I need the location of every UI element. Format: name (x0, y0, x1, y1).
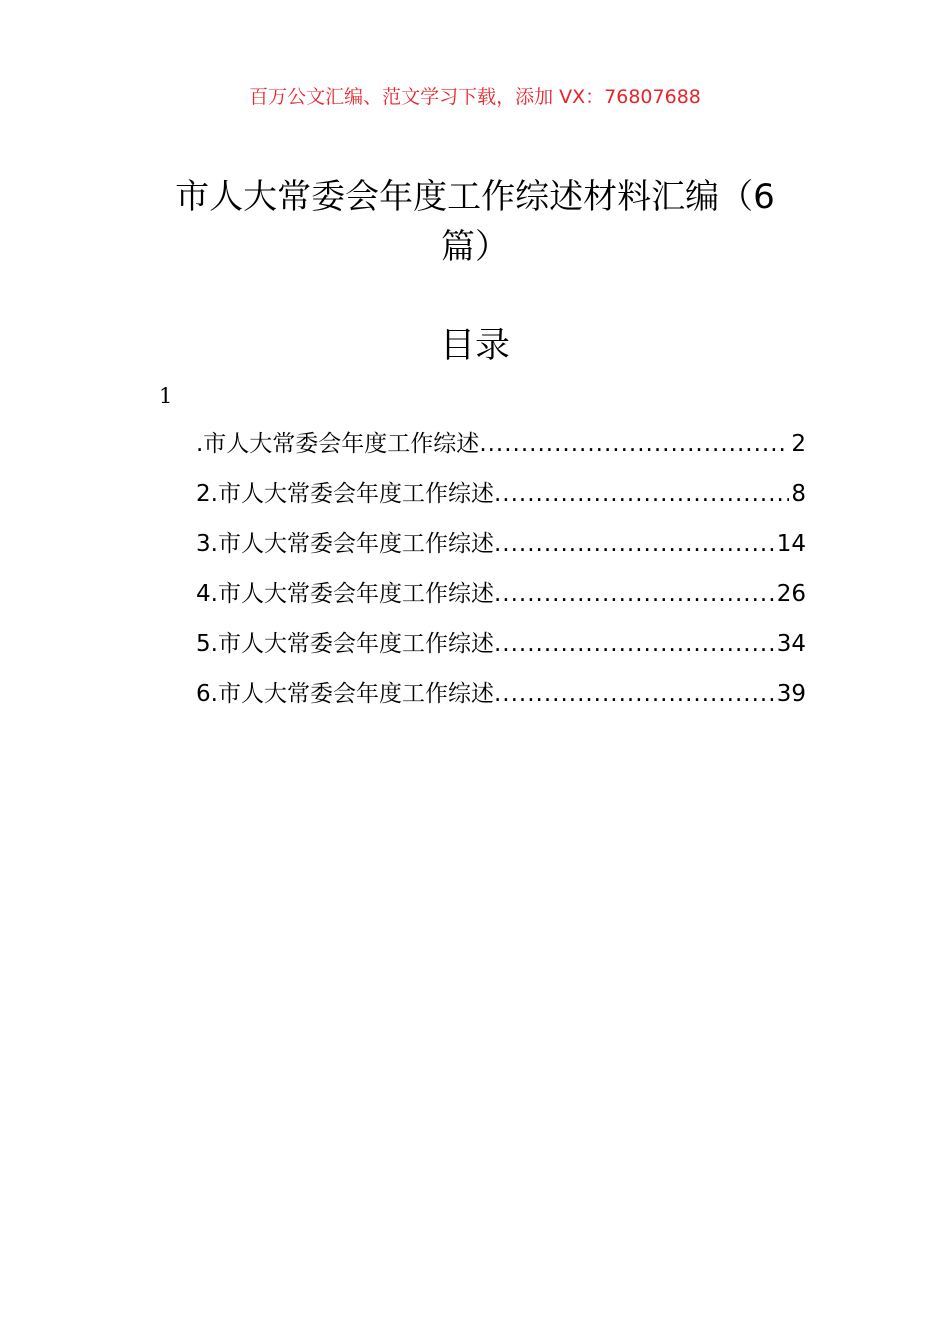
toc-list (196, 426, 806, 726)
toc-entry-page: 2 (791, 431, 806, 457)
toc-entry-label: .市人大常委会年度工作综述 (196, 431, 480, 457)
toc-entry-page: 39 (776, 681, 806, 707)
toc-entry-6[interactable] (196, 676, 806, 726)
toc-dot-leader (494, 626, 775, 662)
toc-entry-label: 3.市人大常委会年度工作综述 (196, 531, 494, 557)
document-title: 市人大常委会年度工作综述材料汇编（6篇） (175, 177, 775, 267)
toc-entry-5[interactable] (196, 626, 806, 676)
toc-heading: 目录 (439, 326, 510, 366)
toc-dot-leader (494, 676, 775, 712)
toc-entry-1[interactable] (196, 426, 806, 476)
toc-entry-label: 4.市人大常委会年度工作综述 (196, 581, 494, 607)
toc-entry-page: 26 (776, 581, 806, 607)
toc-entry-label: 5.市人大常委会年度工作综述 (196, 631, 494, 657)
toc-entry-3[interactable] (196, 526, 806, 576)
toc-dot-leader (494, 576, 775, 612)
toc-entry-4[interactable] (196, 576, 806, 626)
toc-entry-page: 8 (791, 481, 806, 507)
toc-entry-page: 34 (776, 631, 806, 657)
toc-entry-page: 14 (776, 531, 806, 557)
toc-entry-2[interactable] (196, 476, 806, 526)
toc-entry-label: 6.市人大常委会年度工作综述 (196, 681, 494, 707)
toc-dot-leader (479, 426, 789, 462)
toc-dot-leader (494, 476, 789, 512)
toc-dot-leader (494, 526, 775, 562)
toc-stray-number: 1 (159, 384, 173, 408)
toc-entry-label: 2.市人大常委会年度工作综述 (196, 481, 494, 507)
watermark-header-note: 百万公文汇编、范文学习下载，添加 VX：76807688 (249, 86, 701, 108)
